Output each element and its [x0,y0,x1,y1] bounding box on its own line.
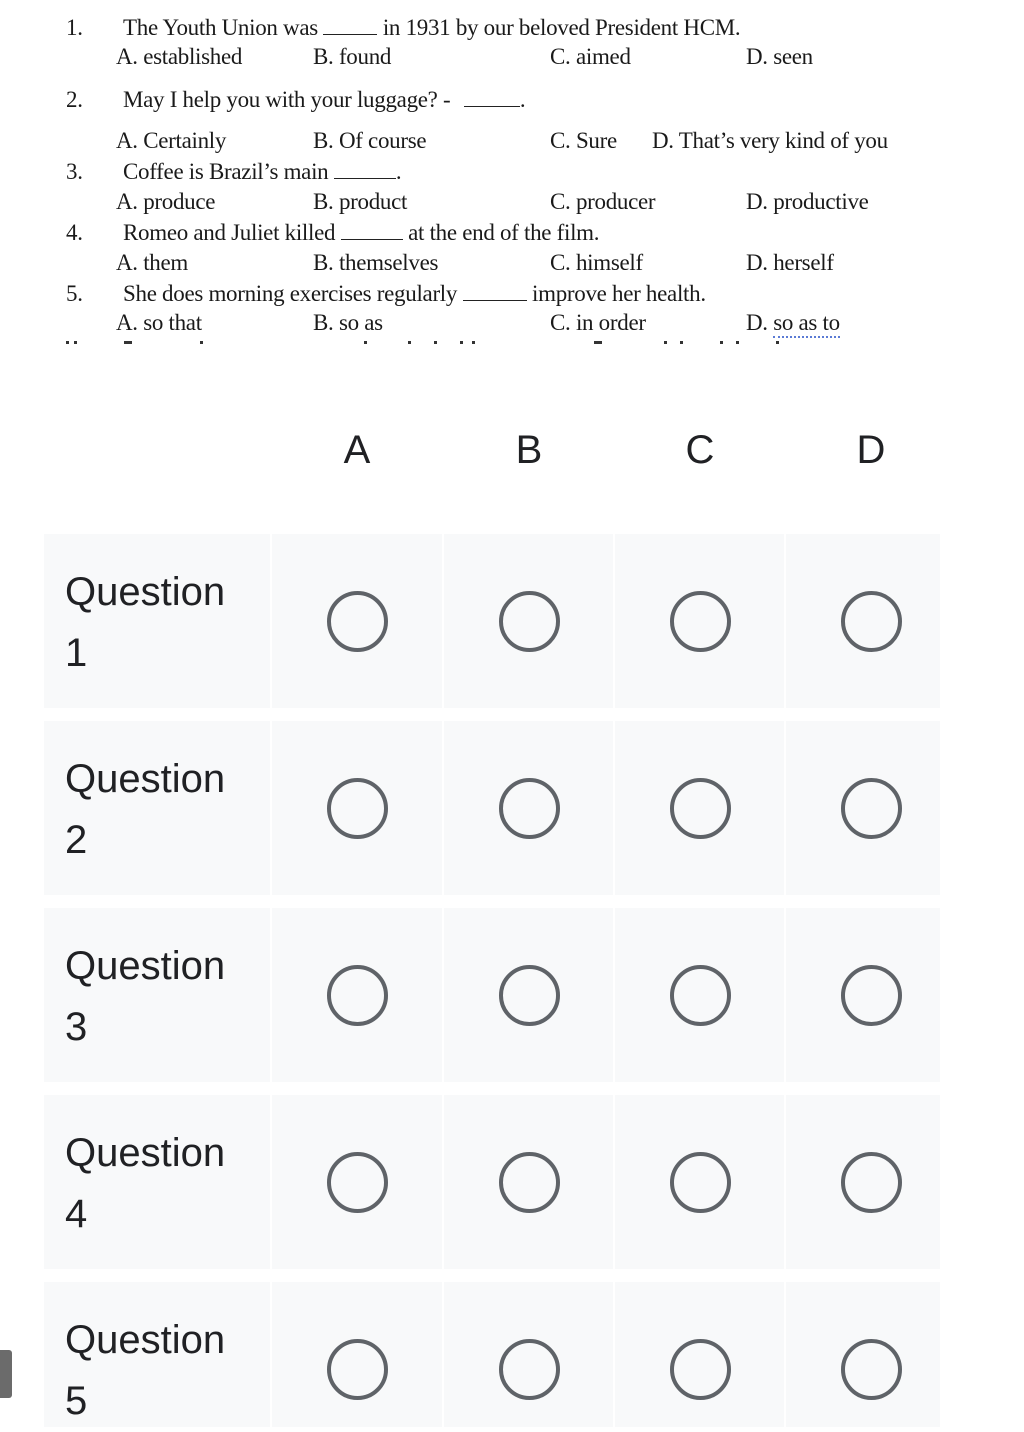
row-label-line1: Question [65,1131,226,1175]
column-header-d: D [856,428,886,472]
radio-question-3-b[interactable] [499,965,560,1026]
cell-divider [613,1095,615,1269]
radio-question-2-b[interactable] [499,778,560,839]
stem-text: improve her health. [532,281,706,306]
option-d-underlined: so as to [773,310,840,338]
radio-question-5-c[interactable] [670,1339,731,1400]
row-label-line2: 3 [65,1005,88,1049]
option-a: A. produce [116,189,216,214]
answer-blank [464,86,520,107]
option-d: D. That’s very kind of you [652,128,888,153]
row-label [65,1123,265,1245]
grid-row-question-2 [44,721,940,895]
cell-divider [442,534,444,708]
question-number: 2. [66,87,83,112]
row-label-line2: 4 [65,1192,88,1236]
radio-question-5-d[interactable] [841,1339,902,1400]
option-b: B. found [313,44,392,69]
grid-row-question-4 [44,1095,940,1269]
question-stem [123,86,525,114]
answer-blank [334,158,396,179]
grid-row-question-3 [44,908,940,1082]
cell-divider [270,1095,272,1269]
cell-divider [613,908,615,1082]
cell-divider [270,721,272,895]
radio-question-1-b[interactable] [499,591,560,652]
radio-question-5-b[interactable] [499,1339,560,1400]
radio-question-4-b[interactable] [499,1152,560,1213]
row-label-line2: 2 [65,818,88,862]
option-a: A. so that [116,310,202,335]
radio-question-3-d[interactable] [841,965,902,1026]
column-header-b: B [515,428,543,472]
radio-question-2-d[interactable] [841,778,902,839]
option-b: B. so as [313,310,383,335]
cell-divider [784,721,786,895]
option-b: B. product [313,189,408,214]
option-c: C. in order [550,310,646,335]
answer-blank [323,14,377,35]
row-label [65,562,265,684]
question-number: 5. [66,281,83,306]
radio-question-2-c[interactable] [670,778,731,839]
cell-divider [270,908,272,1082]
question-number: 4. [66,220,83,245]
radio-question-1-c[interactable] [670,591,731,652]
radio-question-1-a[interactable] [327,591,388,652]
option-d: D. herself [746,250,834,275]
question-number: 1. [66,15,83,40]
option-c: C. himself [550,250,643,275]
edge-scroll-handle[interactable] [0,1350,12,1398]
question-stem [123,14,740,42]
radio-question-4-c[interactable] [670,1152,731,1213]
stem-text: Romeo and Juliet killed [123,220,336,245]
question-stem [123,280,706,308]
stem-text: in 1931 by our beloved President HCM. [382,15,741,40]
option-c: C. aimed [550,44,631,69]
question-stem [123,219,599,247]
radio-question-4-a[interactable] [327,1152,388,1213]
radio-question-1-d[interactable] [841,591,902,652]
question-number: 3. [66,159,83,184]
stem-text: The Youth Union was [123,15,318,40]
radio-question-2-a[interactable] [327,778,388,839]
option-b: B. themselves [313,250,439,275]
row-label [65,749,265,871]
stem-text: She does morning exercises regularly [123,281,458,306]
stem-text: at the end of the film. [408,220,600,245]
cell-divider [784,1282,786,1427]
cell-divider [442,1095,444,1269]
row-label-line1: Question [65,757,226,801]
cell-divider [613,1282,615,1427]
column-header-c: C [685,428,715,472]
question-stem [123,158,401,186]
cell-divider [442,1282,444,1427]
cell-divider [784,908,786,1082]
option-d: D. seen [746,44,813,69]
cell-divider [270,534,272,708]
grid-row-question-1 [44,534,940,708]
cell-divider [784,534,786,708]
row-label-line2: 1 [65,631,88,675]
cell-divider [270,1282,272,1427]
radio-question-3-c[interactable] [670,965,731,1026]
cell-divider [613,534,615,708]
option-c: C. producer [550,189,656,214]
cell-divider [613,721,615,895]
option-a: A. Certainly [116,128,227,153]
grid-column-headers [0,420,1024,480]
row-label [65,936,265,1058]
row-label-line1: Question [65,1318,226,1362]
row-label-line1: Question [65,570,226,614]
option-d [746,309,840,337]
cell-divider [442,721,444,895]
option-a: A. established [116,44,243,69]
option-a: A. them [116,250,188,275]
stem-text: May I help you with your luggage? - [123,87,451,112]
row-label-line2: 5 [65,1379,88,1423]
cropped-text-fragments [60,337,860,347]
radio-question-4-d[interactable] [841,1152,902,1213]
radio-question-3-a[interactable] [327,965,388,1026]
cell-divider [442,908,444,1082]
answer-blank [341,219,403,240]
row-label [65,1310,265,1432]
stem-text: Coffee is Brazil’s main [123,159,329,184]
cell-divider [784,1095,786,1269]
option-d-prefix: D. [746,310,774,335]
stem-text: . [519,87,526,112]
row-label-line1: Question [65,944,226,988]
worksheet-image [0,0,1024,350]
option-c: C. Sure [550,128,617,153]
option-b: B. Of course [313,128,427,153]
stem-text: . [395,159,402,184]
radio-question-5-a[interactable] [327,1339,388,1400]
column-header-a: A [343,428,371,472]
option-d: D. productive [746,189,869,214]
grid-row-question-5 [44,1282,940,1427]
answer-blank [463,280,527,301]
